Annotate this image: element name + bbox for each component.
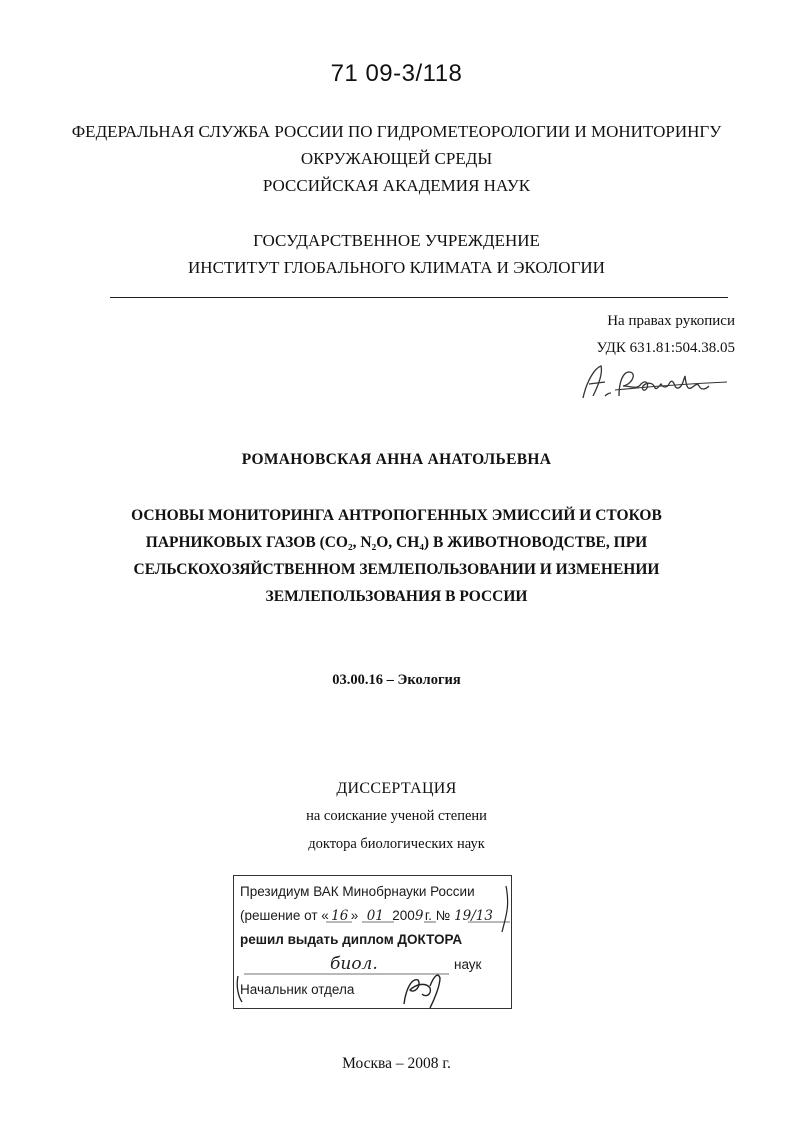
header-divider xyxy=(110,297,728,298)
stamp-line-diploma: решил выдать диплом ДОКТОРА xyxy=(240,932,463,947)
stamp-decision-number: 19/13 xyxy=(454,908,493,924)
title-line-3: СЕЛЬСКОХОЗЯЙСТВЕННОМ ЗЕМЛЕПОЛЬЗОВАНИИ И ИЗМЕНЕНИИ xyxy=(133,561,660,578)
title-line-2: ПАРНИКОВЫХ ГАЗОВ (CO₂, N₂O, CH₄) В ЖИВОТНОВОДСТВЕ, ПРИ xyxy=(145,534,648,551)
organization-line-1: ФЕДЕРАЛЬНАЯ СЛУЖБА РОССИИ ПО ГИДРОМЕТЕОРОЛОГИИ И МОНИТОРИНГУ xyxy=(71,122,722,141)
title-line-4: ЗЕМЛЕПОЛЬЗОВАНИЯ В РОССИИ xyxy=(265,588,528,605)
dissertation-degree-line-2: доктора биологических наук xyxy=(308,836,485,852)
stamp-decision-prefix: (решение от « xyxy=(240,908,329,923)
stamp-line-decision xyxy=(240,908,493,924)
city-year: Москва – 2008 г. xyxy=(342,1055,451,1072)
stamp-decision-number-label: г. № xyxy=(424,908,451,923)
stamp-decision-month: 01 xyxy=(366,908,384,924)
stamp-decision-century: 200 xyxy=(392,908,415,923)
manuscript-note: На правах рукописи xyxy=(607,313,735,329)
specialty-code: 03.00.16 – Экология xyxy=(332,672,461,688)
institution-line-2: ИНСТИТУТ ГЛОБАЛЬНОГО КЛИМАТА И ЭКОЛОГИИ xyxy=(188,258,605,277)
dissertation-degree-line-1: на соискание ученой степени xyxy=(306,808,487,824)
stamp-decision-quote: » xyxy=(350,908,359,923)
stamp-decision-year: 9 xyxy=(414,908,424,924)
stamp-line-presidium: Президиум ВАК Минобрнауки России xyxy=(240,884,475,899)
title-line-1: ОСНОВЫ МОНИТОРИНГА АНТРОПОГЕННЫХ ЭМИССИЙ И СТОКОВ xyxy=(131,507,662,524)
organization-line-3: РОССИЙСКАЯ АКАДЕМИЯ НАУК xyxy=(262,176,531,195)
author-signature xyxy=(575,360,735,405)
document-number: 71 09-3/118 xyxy=(330,60,463,87)
vak-stamp xyxy=(233,875,512,1009)
stamp-science-handwritten: биол. xyxy=(330,954,378,974)
author-name: РОМАНОВСКАЯ АННА АНАТОЛЬЕВНА xyxy=(241,451,552,468)
stamp-line-science: наук xyxy=(454,957,482,972)
stamp-decision-day: 16 xyxy=(331,908,349,924)
institution-line-1: ГОСУДАРСТВЕННОЕ УЧРЕЖДЕНИЕ xyxy=(253,231,540,250)
udk-code: УДК 631.81:504.38.05 xyxy=(596,340,735,356)
organization-line-2: ОКРУЖАЮЩЕЙ СРЕДЫ xyxy=(300,149,493,168)
stamp-line-department-head: Начальник отдела xyxy=(240,982,355,997)
dissertation-heading: ДИССЕРТАЦИЯ xyxy=(336,780,457,797)
